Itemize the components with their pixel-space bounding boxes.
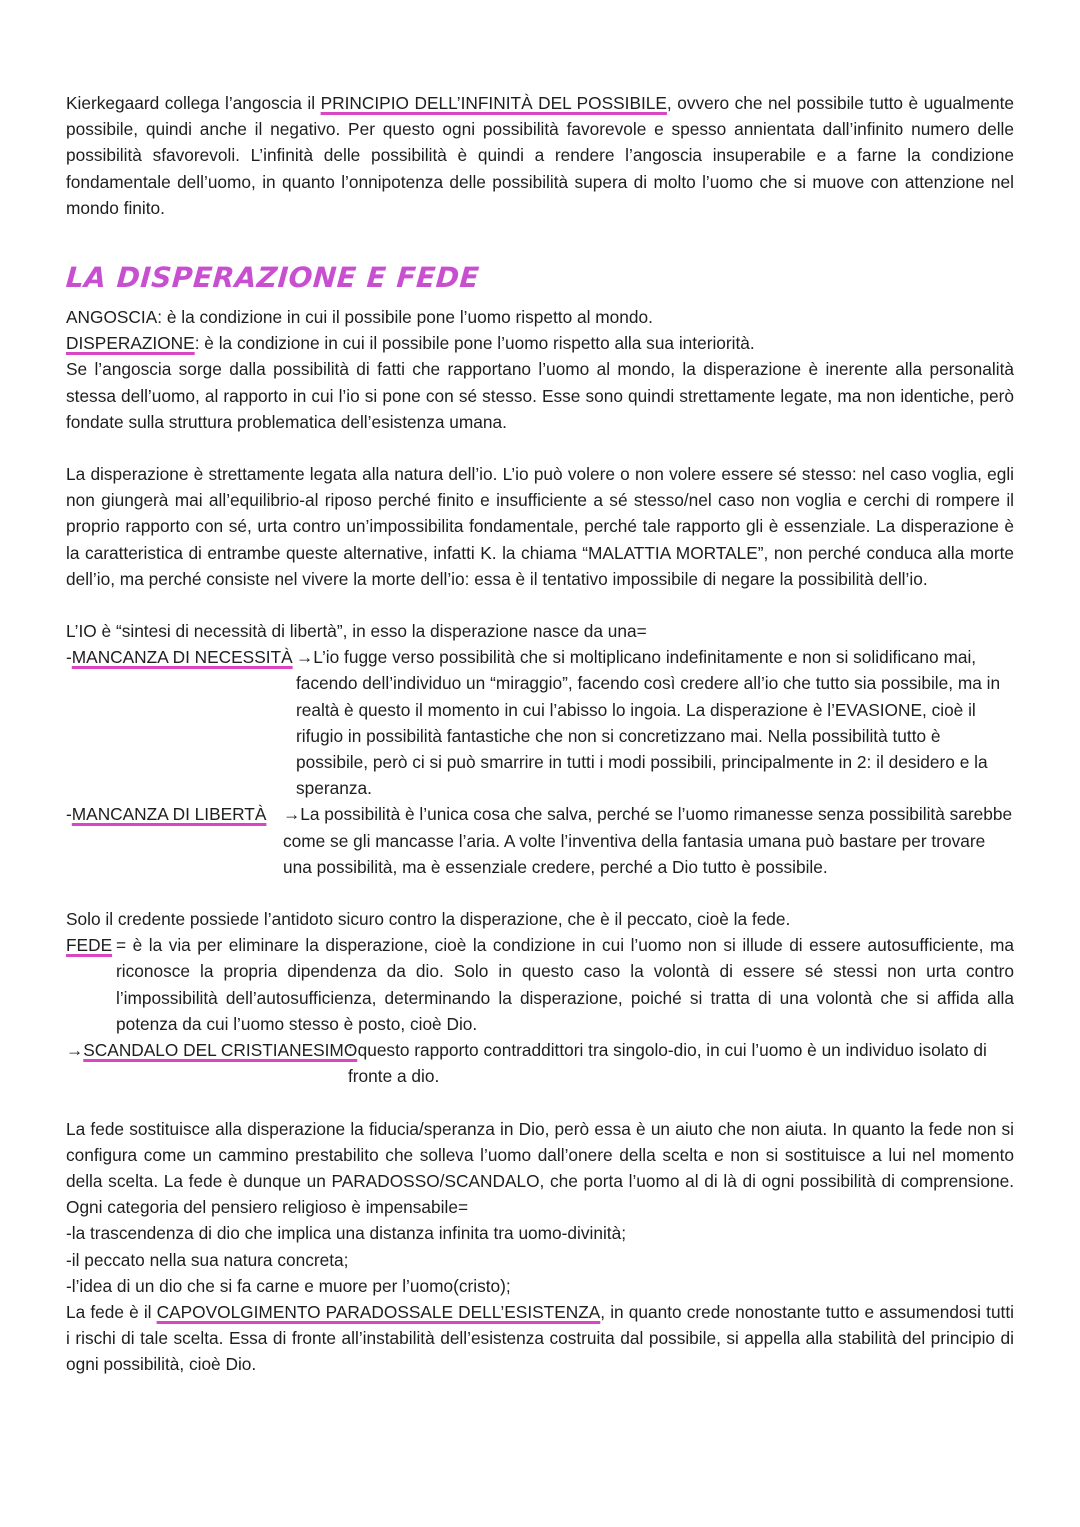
- capovolgimento-highlight: CAPOVOLGIMENTO PARADOSSALE DELL’ESISTENZA: [156, 1301, 601, 1322]
- necessita-item: -MANCANZA DI NECESSITÀ →L’io fugge verso possibilità che si moltiplicano indefinitamente e non si solidificano mai, facendo dell’individuo un “miraggio”, facendo così credere all’io che tutto sia possibile, ma in realtà è questo il momento in cui l’abisso lo ingoia. La disperazione è l’EVASIONE, cioè il rifugio in possibilità fantastiche che non si concretizzano mai. Nella possibilità tutto è possibile, però ci si può smarrire in tutti i modi possibili, principalmente in 2: il desidero e la speranza.: [66, 644, 1014, 801]
- intro-paragraph: [66, 90, 1014, 221]
- fede-item: [66, 932, 1014, 1037]
- sintesi-intro: L’IO è “sintesi di necessità di libertà”, in esso la disperazione nasce da una=: [66, 621, 647, 642]
- disperazione-term: DISPERAZIONE: [66, 333, 195, 354]
- scandalo-label: SCANDALO DEL CRISTIANESIMO: [83, 1040, 358, 1061]
- section-title: LA DISPERAZIONE E FEDE: [64, 261, 481, 295]
- necessita-text: →L’io fugge verso possibilità che si moltiplicano indefinitamente e non si solidificano mai, facendo dell’individuo un “miraggio”, facendo così credere all’io che tutto sia possibile, ma in realtà è questo il momento in cui l’abisso lo ingoia. La disperazione è l’EVASIONE, cioè il rifugio in possibilità fantastiche che non si concretizzano mai. Nella possibilità tutto è possibile, però ci si può smarrire in tutti i modi possibili, principalmente in 2: il desidero e la speranza.: [296, 647, 1001, 799]
- fede-term: FEDE: [66, 935, 113, 956]
- paradosso-paragraph: La fede sostituisce alla disperazione la fiducia/speranza in Dio, però essa è un aiuto che non aiuta. In quanto la fede non si configura come un cammino prestabilito che solleva l’uomo dall’onere della scelta e non si sostituisce a lui nel momento della scelta. La fede è dunque un PARADOSSO/SCANDALO, che porta l’uomo al di là di ogni possibilità di comprensione. Ogni categoria del pensiero religioso è impensabile=: [66, 1118, 1014, 1218]
- angoscia-definition: ANGOSCIA: è la condizione in cui il possibile pone l’uomo rispetto al mondo.: [66, 307, 653, 328]
- liberta-label: MANCANZA DI LIBERTÀ: [71, 804, 267, 825]
- comparison-paragraph: Se l’angoscia sorge dalla possibilità di fatti che rapportano l’uomo al mondo, la disperazione è inerente alla personalità stessa dell’uomo, al rapporto in cui l’io si pone con sé stesso. Esse sono quindi strettamente legate, ma non identiche, però fondate sulla struttura problematica dell’esistenza umana.: [66, 359, 1014, 432]
- final-paragraph: La fede è il CAPOVOLGIMENTO PARADOSSALE DELL’ESISTENZA, in quanto crede nonostante tutto e assumendosi tutti i rischi di tale scelta. Essa di fronte all’instabilità dell’esistenza costruita dal possibile, si appella alla stabilità del principio di ogni possibilità, cioè Dio.: [66, 1301, 1014, 1375]
- disperazione-definition: [66, 330, 1014, 356]
- disperazione-text: : è la condizione in cui il possibile pone l’uomo rispetto alla sua interiorità.: [194, 333, 755, 354]
- necessita-label: MANCANZA DI NECESSITÀ: [71, 647, 293, 668]
- antidoto-text: Solo il credente possiede l’antidoto sicuro contro la disperazione, che è il peccato, cioè la fede.: [66, 909, 791, 930]
- intro-text: Kierkegaard collega l’angoscia il: [66, 93, 321, 113]
- principio-highlight: PRINCIPIO DELL’INFINITÀ DEL POSSIBILE: [320, 93, 667, 113]
- paradosso-item: -il peccato nella sua natura concreta;: [66, 1249, 349, 1270]
- liberta-text: →La possibilità è l’unica cosa che salva, perché se l’uomo rimanesse senza possibilità sarebbe come se gli mancasse l’aria. A volte l’inventiva della fantasia umana può bastare per trovare una possibilità, ma è essenziale credere, perché a Dio tutto è possibile.: [283, 804, 1013, 877]
- paradosso-item: -la trascendenza di dio che implica una distanza infinita tra uomo-divinità;: [66, 1223, 627, 1244]
- intro-text-rest: , ovvero che nel possibile tutto è ugualmente possibile, quindi anche il negativo. Per questo ogni possibilità favorevole e spesso annientata dall’infinito numero delle possibilità sfavorevoli. L’infinità delle possibilità è quindi a rendere l’angoscia insuperabile e a farne la condizione fondamentale dell’uomo, in quanto l’onnipotenza delle possibilità supera di molto l’uomo che si muove con attenzione nel mondo finito.: [66, 93, 1015, 218]
- paradosso-item: -l’idea di un dio che si fa carne e muore per l’uomo(cristo);: [66, 1275, 511, 1296]
- scandalo-text: : questo rapporto contraddittori tra singolo-dio, in cui l’uomo è un individuo isolato di fronte a dio.: [348, 1040, 987, 1087]
- scandalo-item: →SCANDALO DEL CRISTIANESIMO : questo rapporto contraddittori tra singolo-dio, in cui l’uomo è un individuo isolato di fronte a dio.: [66, 1037, 1014, 1089]
- liberta-item: -MANCANZA DI LIBERTÀ →La possibilità è l’unica cosa che salva, perché se l’uomo rimanesse senza possibilità sarebbe come se gli mancasse l’aria. A volte l’inventiva della fantasia umana può bastare per trovare una possibilità, ma è essenziale credere, perché a Dio tutto è possibile.: [66, 801, 1014, 880]
- io-paragraph: La disperazione è strettamente legata alla natura dell’io. L’io può volere o non volere essere sé stesso: nel caso voglia, egli non giungerà mai all’equilibrio-al riposo perché finito e insufficiente a sé stesso/nel caso non voglia e cerchi di rompere il proprio rapporto con sé, urta contro un’impossibilita fondamentale, perché tale rapporto gli è essenziale. La disperazione è la caratteristica di entrambe queste alternative, infatti K. la chiama “MALATTIA MORTALE”, non perché conduca alla morte dell’io, ma perché consiste nel vivere la morte dell’io: essa è il tentativo impossibile di negare la possibilità dell’io.: [66, 464, 1014, 589]
- fede-definition: = è la via per eliminare la disperazione, cioè la condizione in cui l’uomo non si illude di essere autosufficiente, ma riconosce la propria dipendenza da dio. Solo in questo caso la volontà di essere sé stessi non urta contro l’impossibilità dell’autosufficienza, determinando la disperazione, poiché si tratta di una volontà che si affida alla potenza da cui l’uomo stesso è posto, cioè Dio.: [116, 935, 1014, 1034]
